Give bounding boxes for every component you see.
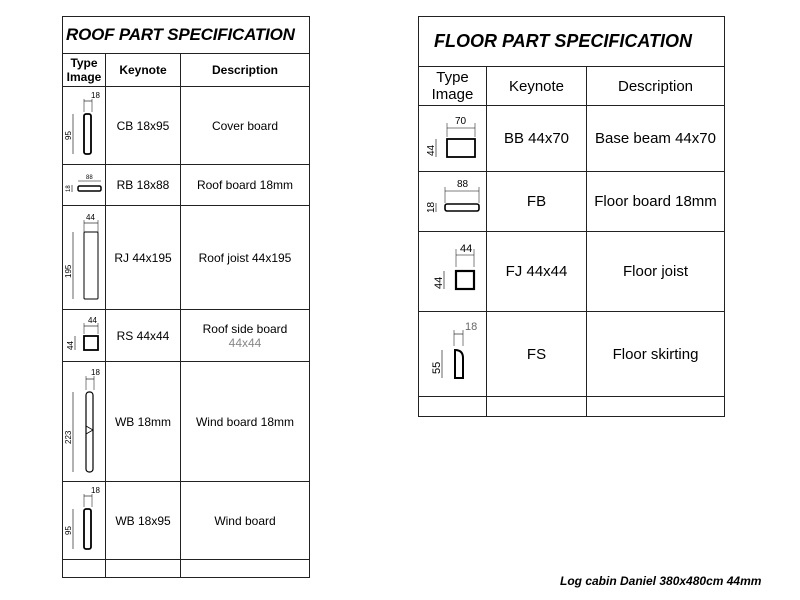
keynote-cell: [487, 232, 587, 312]
svg-text:44: 44: [86, 212, 95, 222]
roof-header-type-image: Type Image: [63, 54, 106, 87]
keynote-cell: RB 18x88: [106, 165, 181, 206]
svg-text:18: 18: [91, 367, 100, 377]
svg-text:95: 95: [64, 130, 73, 140]
empty-cell: [419, 397, 487, 417]
keynote-cell: RS 44x44: [106, 310, 181, 362]
description-cell: Cover board: [181, 87, 310, 165]
keynote-cell: RJ 44x195: [106, 206, 181, 310]
roof-side-board-profile-icon: [63, 310, 106, 362]
svg-text:18: 18: [91, 485, 100, 495]
floor-header-description: Description: [587, 67, 725, 106]
svg-text:95: 95: [64, 525, 73, 535]
floor-skirting-profile-icon: [419, 312, 487, 397]
description-cell: Wind board: [181, 482, 310, 560]
table-row: [63, 482, 310, 560]
roof-header-description: Description: [181, 54, 310, 87]
empty-cell: [181, 560, 310, 578]
description-cell: Floor board 18mm: [587, 172, 725, 232]
svg-text:88: 88: [456, 178, 468, 190]
keynote-cell: WB 18mm: [106, 362, 181, 482]
table-row: [419, 397, 725, 417]
svg-text:18: 18: [425, 201, 437, 213]
floor-board-profile-icon: [419, 172, 487, 232]
empty-cell: [106, 560, 181, 578]
table-row: [419, 232, 725, 312]
empty-cell: [487, 397, 587, 417]
svg-text:70: 70: [454, 115, 466, 127]
svg-text:44: 44: [432, 276, 445, 289]
empty-cell: [63, 560, 106, 578]
floor-joist-profile-icon: [419, 232, 487, 312]
description-cell: Roof joist 44x195: [181, 206, 310, 310]
base-beam-profile-icon: [419, 106, 487, 172]
table-row: [419, 106, 725, 172]
floor-joist-keynote: FJ 44x44: [505, 263, 568, 280]
svg-text:44: 44: [425, 144, 437, 156]
cover-board-profile-icon: [63, 87, 106, 165]
keynote-cell: CB 18x95: [106, 87, 181, 165]
table-row: [419, 172, 725, 232]
description-cell: Floor skirting: [587, 312, 725, 397]
table-row: [63, 310, 310, 362]
svg-text:88: 88: [86, 175, 93, 181]
description-cell: Roof board 18mm: [181, 165, 310, 206]
keynote-cell: WB 18x95: [106, 482, 181, 560]
svg-text:18: 18: [91, 90, 100, 100]
svg-text:44: 44: [66, 340, 75, 350]
svg-text:195: 195: [64, 264, 73, 278]
roof-header-keynote: Keynote: [106, 54, 181, 87]
roof-joist-profile-icon: [63, 206, 106, 310]
table-row: [419, 312, 725, 397]
roof-board-profile-icon: [63, 165, 106, 206]
roof-spec-title: ROOF PART SPECIFICATION: [63, 17, 310, 54]
roof-spec-table: [62, 16, 310, 578]
table-row: [63, 165, 310, 206]
description-cell: Wind board 18mm: [181, 362, 310, 482]
document-caption: Log cabin Daniel 380x480cm 44mm: [560, 574, 762, 588]
table-row: [63, 87, 310, 165]
svg-text:18: 18: [464, 321, 477, 333]
table-row: [63, 206, 310, 310]
floor-spec-title: FLOOR PART SPECIFICATION: [419, 17, 725, 67]
table-row: [63, 560, 310, 578]
svg-text:44: 44: [459, 242, 472, 255]
floor-header-keynote: Keynote: [487, 67, 587, 106]
table-row: [63, 362, 310, 482]
floor-spec-table: [418, 16, 725, 417]
keynote-cell: BB 44x70: [487, 106, 587, 172]
svg-text:223: 223: [64, 430, 73, 444]
description-cell: Roof side board 44x44: [181, 310, 310, 362]
svg-text:18: 18: [66, 185, 72, 192]
description-cell: Base beam 44x70: [587, 106, 725, 172]
keynote-cell: FB: [487, 172, 587, 232]
svg-text:55: 55: [430, 361, 443, 374]
wind-board-18x95-profile-icon: [63, 482, 106, 560]
floor-header-type-image: Type Image: [419, 67, 487, 106]
description-cell: Floor joist: [587, 232, 725, 312]
svg-text:44: 44: [88, 315, 97, 325]
wind-board-profile-icon: [63, 362, 106, 482]
empty-cell: [587, 397, 725, 417]
keynote-cell: FS: [487, 312, 587, 397]
